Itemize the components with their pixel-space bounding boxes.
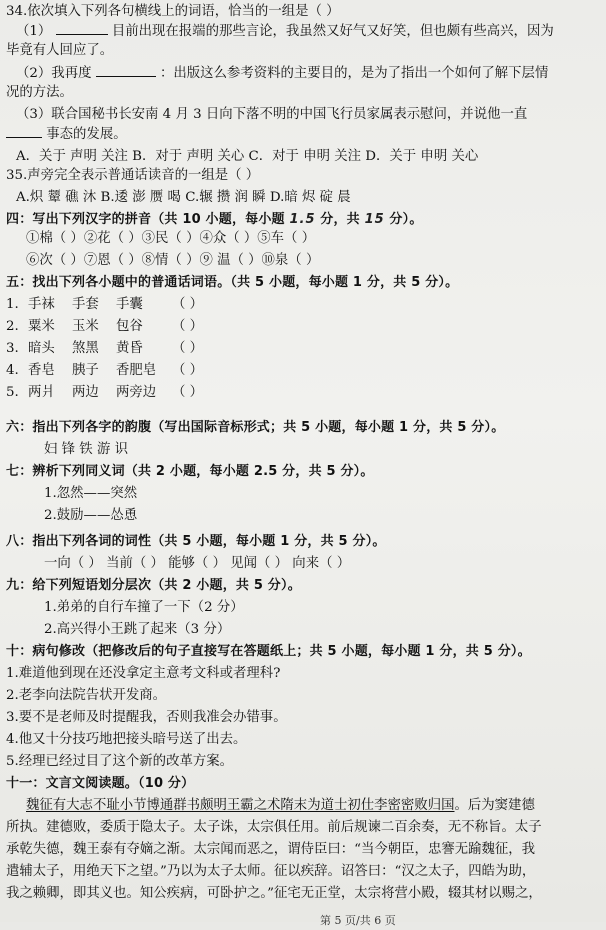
pinyin-row-2: ⑥次（ ）⑦恩（ ）⑧情（ ）⑨ 温（ ）⑩泉（ ）	[26, 253, 320, 268]
passage-line-3: 承乾失德，魏王泰有夺嫡之渐。太宗闻而恶之，谓侍臣曰：“当今朝臣，忠謇无踰魏征，我	[6, 842, 536, 857]
section-8-title: 八：指出下列各词的词性（共 5 小题，每小题 1 分，共 5 分）。	[6, 534, 386, 549]
q34-options: A．关于 声明 关注 B．对于 声明 关心 C．对于 申明 关注 D．关于 申明 关心	[16, 149, 479, 164]
passage-line-4: 遣辅太子，用绝天下之望。”乃以为太子太师。征以疾辞。诏答曰：“汉之太子，四皓为助，	[6, 864, 536, 879]
q34-sentence-2: （2）我再度 ：出版这么参考资料的主要目的，是为了指出一个如何了解下层情	[6, 63, 592, 83]
handwritten-total: 15	[364, 212, 385, 227]
list-item: 4. 香皂 胰子 香肥皂 （ ）	[6, 363, 204, 378]
section-5-title: 五：找出下列各小题中的普通话词语。（共 5 小题，每小题 1 分，共 5 分）。	[6, 275, 459, 290]
section-7-title: 七：辨析下列同义词（共 2 小题，每小题 2.5 分，共 5 分）。	[6, 464, 374, 479]
list-item: 3. 暗头 煞黑 黄昏 （ ）	[6, 341, 204, 356]
pinyin-row-1: ①棉（ ）②花（ ）③民（ ）④众（ ）⑤车（ ）	[26, 231, 316, 246]
passage-line-2: 所执。建德败，委质于隐太子。太子诛，太宗俱任用。前后规谏二百余奏，无不称旨。太子	[6, 820, 542, 835]
list-item: 3.要不是老师及时提醒我，否则我准会办错事。	[6, 710, 287, 725]
q34-sentence-1: （1） 目前出现在报端的那些言论，我虽然又好气又好笑，但也颇有些高兴，因为	[6, 21, 592, 41]
q35-options: A.炽 颦 礁 沐 B.逶 澎 赝 喝 C.辗 攒 润 瞬 D.暗 烬 碇 晨	[16, 190, 351, 205]
section-4-title: 四：写出下列汉字的拼音（共 10 小题，每小题 1.5 分，共 15 分）。	[6, 212, 423, 227]
handwritten-score: 1.5	[289, 212, 316, 227]
q34-sentence-2-cont: 况的方法。	[6, 85, 73, 100]
section-7-item-2: 2.鼓励——怂恿	[44, 508, 138, 523]
answer-blank[interactable]	[56, 21, 108, 35]
q34-sentence-3: （3）联合国秘书长安南 4 月 3 日向下落不明的中国飞行员家属表示慰问，并说他一直	[16, 107, 528, 122]
answer-blank[interactable]	[6, 124, 42, 138]
list-item: 1. 手袜 手套 手囊 （ ）	[6, 297, 204, 312]
section-6-chars: 妇 锋 铁 游 识	[44, 442, 128, 457]
section-10-title: 十：病句修改（把修改后的句子直接写在答题纸上；共 5 小题，每小题 1 分，共 5 分）。	[6, 644, 531, 659]
list-item: 1.难道他到现在还没拿定主意考文科或者理科?	[6, 666, 281, 681]
section-7-item-1: 1.忽然——突然	[44, 486, 138, 501]
answer-blank[interactable]	[96, 63, 156, 77]
list-item: 5. 两爿 两边 两旁边 （ ）	[6, 385, 204, 400]
list-item: 5.经理已经过目了这个新的改革方案。	[6, 754, 234, 769]
section-9-item-2: 2.高兴得小王跳了起来（3 分）	[44, 622, 231, 637]
section-9-title: 九：给下列短语划分层次（共 2 小题，共 5 分）。	[6, 578, 301, 593]
passage-line-5: 我之赖卿，即其义也。知公疾病，可卧护之。”征宅无正堂，太宗将营小殿，辍其材以赐之，	[6, 886, 542, 901]
list-item: 2.老李向法院告状开发商。	[6, 688, 167, 703]
list-item: 4.他又十分技巧地把接头暗号送了出去。	[6, 732, 247, 747]
q34-stem: 34.依次填入下列各句横线上的词语，恰当的一组是（ ）	[6, 4, 340, 19]
section-9-item-1: 1.弟弟的自行车撞了一下（2 分）	[44, 600, 244, 615]
section-8-row: 一向（ ） 当前（ ） 能够（ ） 见闻（ ） 向来（ ）	[44, 556, 351, 571]
q35-stem: 35.声旁完全表示普通话读音的一组是（ ）	[6, 168, 260, 183]
section-5-list	[6, 295, 592, 402]
passage-line-1: 魏征有大志不耻小节博通群书颇明王霸之术隋末为道士初仕李密密败归国。后为窦建德	[26, 798, 535, 813]
q34-sentence-3-cont: 事态的发展。	[6, 124, 592, 144]
q34-sentence-1-cont: 毕竟有人回应了。	[6, 43, 114, 58]
underlined-sentence: 魏征有大志不耻小节博通群书颇明王霸之术隋末为道士初仕李密密败归国	[26, 798, 455, 813]
section-6-title: 六：指出下列各字的韵腹（写出国际音标形式；共 5 小题，每小题 1 分，共 5 分）。	[6, 420, 505, 435]
list-item: 2. 粟米 玉米 包谷 （ ）	[6, 319, 204, 334]
section-11-title: 十一：文言文阅读题。（10 分）	[6, 776, 195, 791]
page-footer: 第 5 页/共 6 页	[320, 914, 396, 927]
